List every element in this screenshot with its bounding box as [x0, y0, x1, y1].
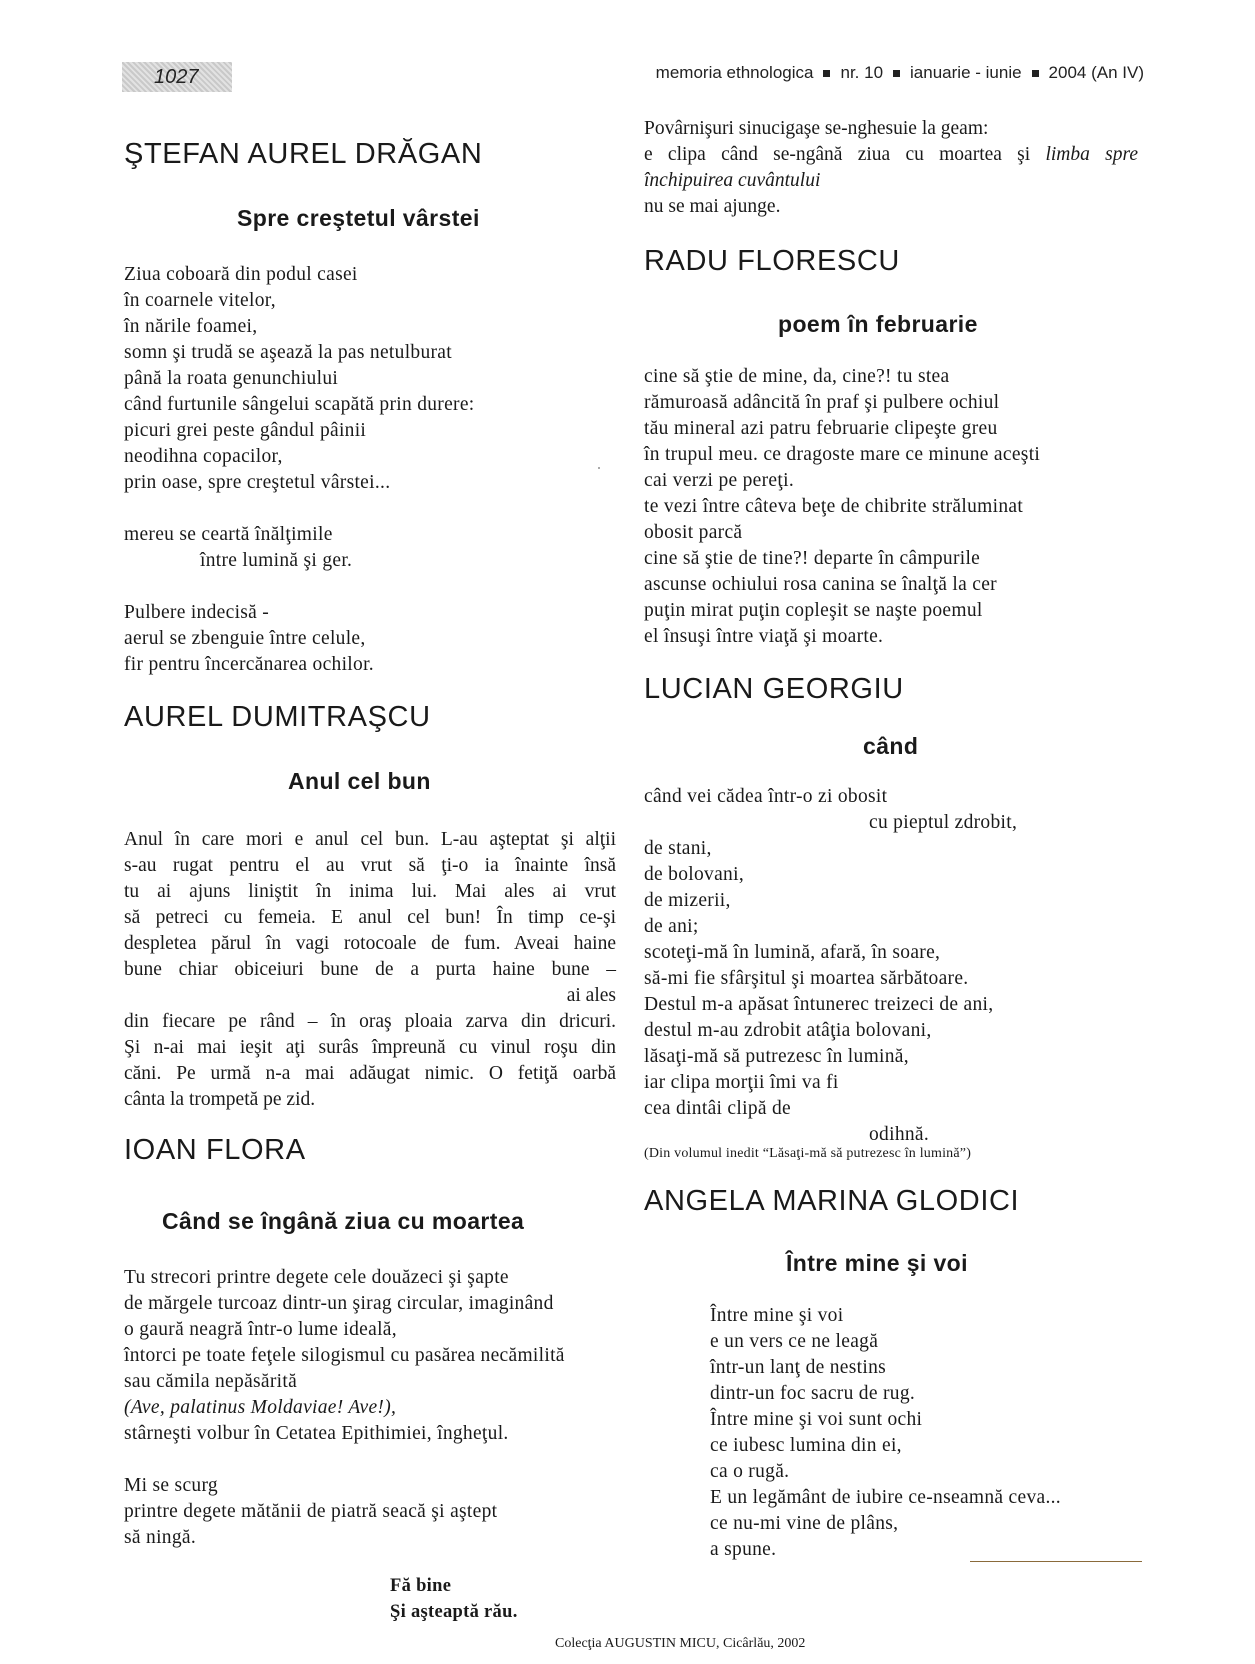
verse-line: de ani;: [644, 916, 699, 937]
verse-line: cu pieptul zdrobit,: [869, 812, 1018, 833]
verse-line: Pulbere indecisă -: [124, 602, 270, 623]
verse-line: rămuroasă adâncită în praf şi pulbere ochiul: [644, 392, 1000, 413]
collection-credit: Colecţia AUGUSTIN MICU, Cicârlău, 2002: [555, 1636, 806, 1651]
verse-line: căni. Pe urmă n-a mai adăugat nimic. O fetiţă oarbă: [124, 1063, 616, 1084]
author-dragan: ŞTEFAN AUREL DRĂGAN: [124, 138, 483, 170]
author-flora: IOAN FLORA: [124, 1134, 306, 1166]
journal-header: [588, 63, 1144, 83]
author-glodici: ANGELA MARINA GLODICI: [644, 1185, 1020, 1217]
verse-line: Între mine şi voi sunt ochi: [710, 1409, 923, 1430]
verse-line: a spune.: [710, 1539, 777, 1560]
verse-line: somn şi trudă se aşează la pas netulburat: [124, 342, 452, 363]
verse-line: aerul se zbenguie între celule,: [124, 628, 366, 649]
verse-line: ai ales: [566, 985, 616, 1006]
verse-line: el însuşi între viaţă şi moarte.: [644, 626, 884, 647]
poem-title-flora: Când se îngână ziua cu moartea: [162, 1208, 525, 1234]
verse-line: până la roata genunchiului: [124, 368, 339, 389]
poem-continuation-flora: [644, 116, 1138, 220]
verse-line: puţin mirat puţin copleşit se naşte poemul: [644, 600, 983, 621]
source-note: (Din volumul inedit “Lăsaţi-mă să putrezesc în lumină”): [644, 1146, 972, 1161]
journal-name: memoria ethnologica: [655, 63, 814, 82]
page-number: 1027: [122, 62, 232, 92]
verse-line: mereu se ceartă înălţimile: [124, 524, 333, 545]
verse-line: Şi n-ai mai ieşit aţi surâs împreună cu vinul roşu din: [124, 1037, 616, 1058]
verse-line: Destul m-a apăsat întunerec treizeci de ani,: [644, 994, 994, 1015]
verse-line: cine să ştie de mine, da, cine?! tu stea: [644, 366, 950, 387]
verse-line-italic: (Ave, palatinus Moldaviae! Ave!),: [124, 1397, 397, 1418]
verse-line: scoteţi-mă în lumină, afară, în soare,: [644, 942, 941, 963]
separator-square-icon: [893, 70, 900, 77]
poem-title-dumitrascu: Anul cel bun: [288, 768, 431, 794]
verse-text-italic: limba spre: [1045, 144, 1138, 165]
journal-issue: nr. 10: [840, 63, 884, 82]
verse-line: cine să ştie de tine?! departe în câmpurile: [644, 548, 981, 569]
verse-line: te vezi între câteva beţe de chibrite străluminat: [644, 496, 1024, 517]
verse-line: e un vers ce ne leagă: [710, 1331, 879, 1352]
journal-year: 2004 (An IV): [1048, 63, 1144, 82]
poem-body-georgiu: [644, 784, 1017, 1148]
verse-line: cai verzi pe pereţi.: [644, 470, 794, 491]
verse-line: Tu strecori printre degete cele douăzeci şi şapte: [124, 1267, 509, 1288]
verse-line: cea dintâi clipă de: [644, 1098, 791, 1119]
verse-line: s-au rugat pentru el au vrut să ţi-o ia înainte însă: [124, 855, 616, 876]
proverb-line: Fă bine: [390, 1576, 452, 1596]
poem-body-dumitrascu: [124, 827, 616, 1113]
verse-line: când vei cădea într-o zi obosit: [644, 786, 888, 807]
verse-line: neodihna copacilor,: [124, 446, 283, 467]
verse-line: nu se mai ajunge.: [644, 196, 781, 217]
verse-line: din fiecare pe rând – în oraş ploaia zarva din dricuri.: [124, 1011, 616, 1032]
separator-square-icon: [823, 70, 830, 77]
poem-body-flora: [124, 1265, 565, 1551]
verse-line: despletea părul în vagi rotocoale de fum. Aveai haine: [124, 933, 616, 954]
closing-rule: [970, 1561, 1142, 1562]
poem-body-florescu: [644, 364, 1040, 650]
verse-line: tu ai ajuns liniştit în inima lui. Mai ales ai vrut: [124, 881, 616, 902]
verse-line: să ningă.: [124, 1527, 197, 1548]
scan-speck: [598, 467, 600, 469]
verse-line: bune chiar obiceiuri bune de a purta haine bune –: [124, 959, 616, 980]
verse-line: [644, 142, 1138, 168]
verse-line: când furtunile sângelui scapătă prin durere:: [124, 394, 475, 415]
proverb-line: Şi aşteaptă rău.: [390, 1602, 518, 1622]
verse-line: ce nu-mi vine de plâns,: [710, 1513, 899, 1534]
poem-title-dragan: Spre creştetul vârstei: [237, 205, 480, 231]
verse-line: cânta la trompetă pe zid.: [124, 1089, 316, 1110]
verse-line: să-mi fie sfârşitul şi moartea sărbătoare.: [644, 968, 969, 989]
verse-line: lăsaţi-mă să putrezesc în lumină,: [644, 1046, 909, 1067]
verse-line: picuri grei peste gândul pâinii: [124, 420, 367, 441]
poem-title-georgiu: când: [863, 733, 919, 759]
verse-line: o gaură neagră într-o lume ideală,: [124, 1319, 397, 1340]
separator-square-icon: [1032, 70, 1039, 77]
poem-body-glodici: [710, 1303, 1061, 1563]
poem-title-glodici: Între mine şi voi: [786, 1250, 968, 1276]
verse-line: între lumină şi ger.: [200, 550, 353, 571]
verse-line: sau cămila nepăsărită: [124, 1371, 298, 1392]
verse-text: e clipa când se-ngână ziua cu moartea şi: [644, 144, 1046, 165]
author-dumitrascu: AUREL DUMITRAŞCU: [124, 701, 431, 733]
verse-line: de bolovani,: [644, 864, 744, 885]
poem-title-florescu: poem în februarie: [778, 311, 978, 337]
verse-line: stârneşti volbur în Cetatea Epithimiei, îngheţul.: [124, 1423, 509, 1444]
verse-line: în trupul meu. ce dragoste mare ce minune aceşti: [644, 444, 1041, 465]
verse-line: printre degete mătănii de piatră seacă şi aştept: [124, 1501, 498, 1522]
verse-line: destul m-au zdrobit atâţia bolovani,: [644, 1020, 932, 1041]
verse-line: ca o rugă.: [710, 1461, 790, 1482]
verse-line: E un legământ de iubire ce-nseamnă ceva...: [710, 1487, 1061, 1508]
verse-line: în coarnele vitelor,: [124, 290, 276, 311]
verse-line: ascunse ochiului rosa canina se înalţă la cer: [644, 574, 997, 595]
verse-line: de mizerii,: [644, 890, 731, 911]
verse-line: să petreci cu femeia. E anul cel bun! În timp ce-şi: [124, 907, 616, 928]
verse-line: dintr-un foc sacru de rug.: [710, 1383, 916, 1404]
verse-line: prin oase, spre creştetul vârstei...: [124, 472, 391, 493]
verse-line: ce iubesc lumina din ei,: [710, 1435, 902, 1456]
verse-line: tău mineral azi patru februarie clipeşte greu: [644, 418, 998, 439]
author-florescu: RADU FLORESCU: [644, 245, 900, 277]
verse-line: în nările foamei,: [124, 316, 258, 337]
verse-line: întorci pe toate feţele silogismul cu pasărea necămilită: [124, 1345, 565, 1366]
author-georgiu: LUCIAN GEORGIU: [644, 673, 904, 705]
poem-body-dragan: [124, 262, 475, 678]
proverb: [390, 1573, 518, 1625]
verse-line: de stani,: [644, 838, 712, 859]
verse-line: Anul în care mori e anul cel bun. L-au aşteptat şi alţii: [124, 829, 616, 850]
verse-line-italic: închipuirea cuvântului: [644, 170, 821, 191]
verse-line: iar clipa morţii îmi va fi: [644, 1072, 839, 1093]
verse-line: odihnă.: [869, 1124, 930, 1145]
verse-line: Mi se scurg: [124, 1475, 218, 1496]
verse-line: de mărgele turcoaz dintr-un şirag circular, imaginând: [124, 1293, 554, 1314]
verse-line: Ziua coboară din podul casei: [124, 264, 358, 285]
verse-line: obosit parcă: [644, 522, 743, 543]
verse-line: fir pentru încercănarea ochilor.: [124, 654, 374, 675]
journal-period: ianuarie - iunie: [910, 63, 1022, 82]
verse-line: într-un lanţ de nestins: [710, 1357, 887, 1378]
verse-line: Povârnişuri sinucigaşe se-nghesuie la geam:: [644, 118, 989, 139]
verse-line: Între mine şi voi: [710, 1305, 844, 1326]
